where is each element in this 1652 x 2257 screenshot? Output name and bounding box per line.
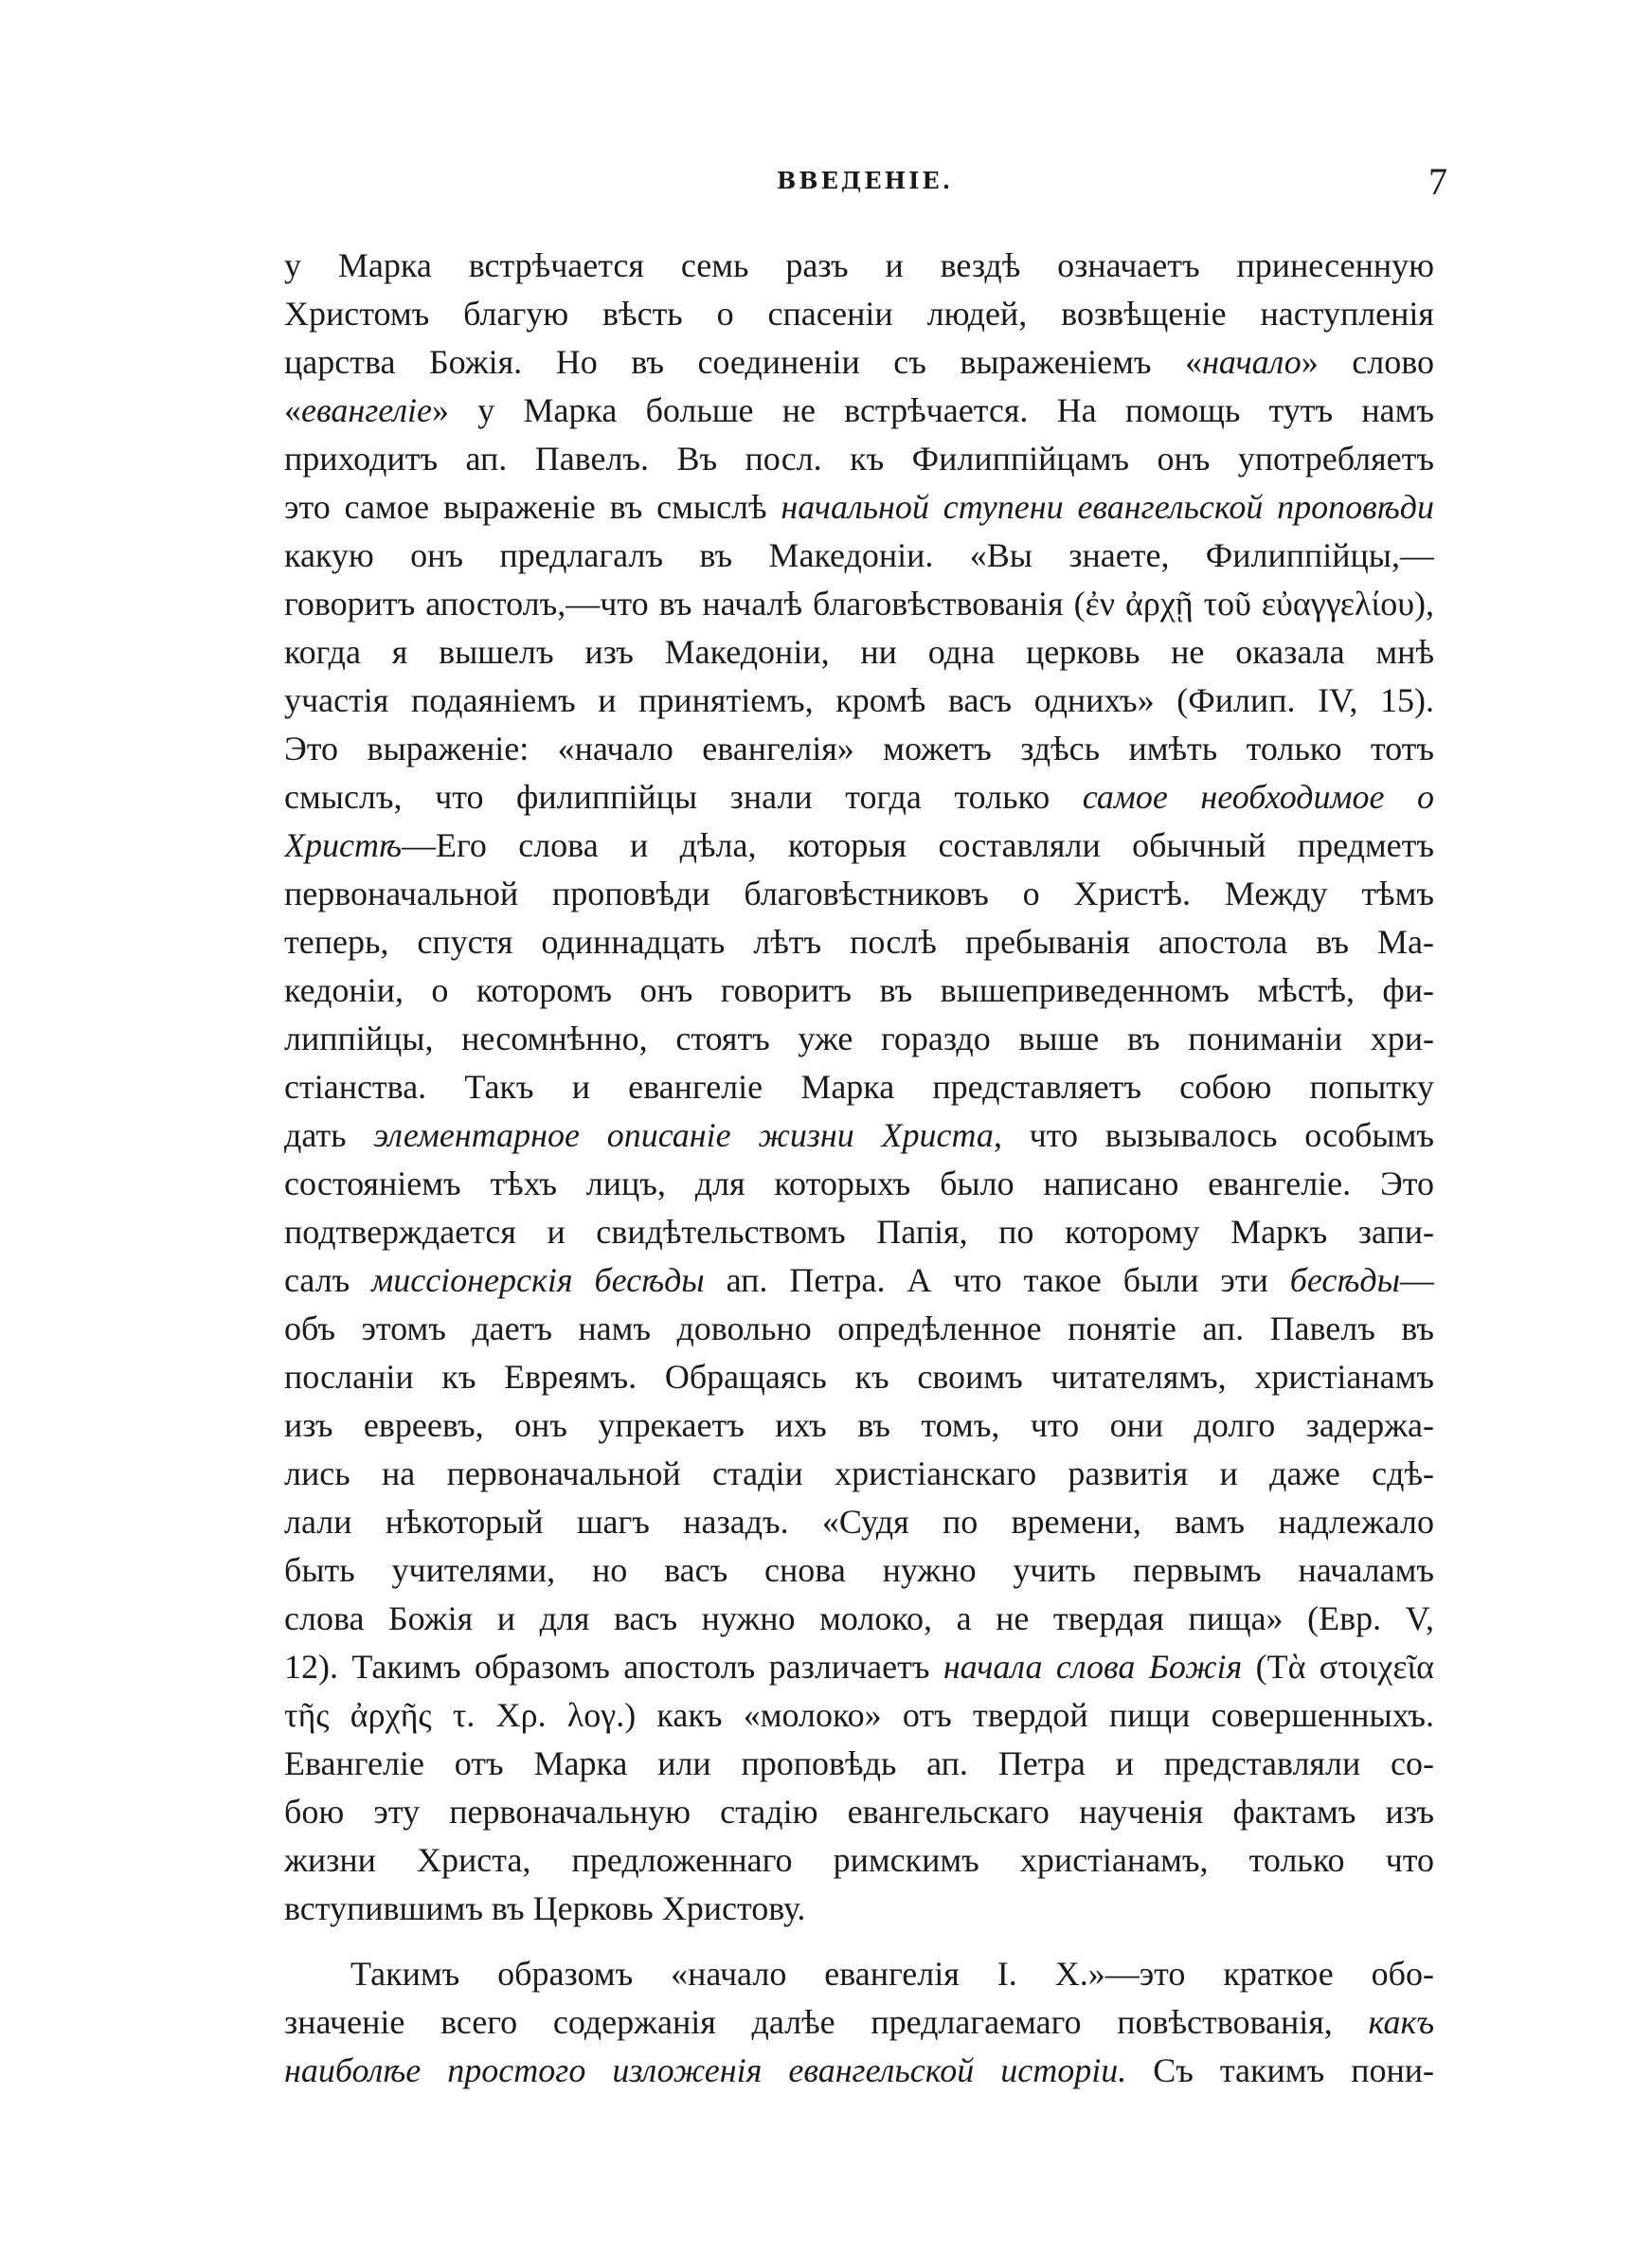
text-line — [284, 1401, 1434, 1450]
text-line — [284, 435, 1434, 483]
text-run: посланіи къ Евреямъ. Обращаясь къ своимъ читателямъ, христіанамъ — [284, 1358, 1434, 1396]
text-run: Съ такимъ пони- — [1126, 2051, 1434, 2089]
text-run: Такимъ образомъ «начало евангелія І. Х.»—это краткое обо- — [350, 1955, 1434, 1993]
text-run: быть учителями, но васъ снова нужно учить первымъ началамъ — [284, 1551, 1434, 1589]
text-run: подтверждается и свидѣтельствомъ Папія, по которому Маркъ запи- — [284, 1213, 1434, 1251]
text-line — [284, 242, 1434, 290]
text-run: , что вызывалось особымъ — [993, 1116, 1434, 1154]
text-run: — — [1400, 1261, 1434, 1299]
text-line — [284, 580, 1434, 628]
italic-text: начальной ступени евангельской проповѣди — [781, 488, 1434, 526]
body-text — [284, 242, 1434, 2095]
text-run: царства Божія. Но въ соединеніи съ выраженіемъ « — [284, 343, 1203, 381]
text-run: говоритъ апостолъ,—что въ началѣ благовѣствованія (ἐν ἀρχῇ τοῦ εὐαγγελίου), — [284, 585, 1434, 623]
text-run: какую онъ предлагалъ въ Македоніи. «Вы знаете, Филиппійцы,— — [284, 536, 1434, 574]
text-run: τῆς ἀρχῆς τ. Χρ. λογ.) какъ «молоко» отъ твердой пищи совершенныхъ. — [284, 1696, 1434, 1734]
text-line — [284, 338, 1434, 387]
text-run: стіанства. Такъ и евангеліе Марка представляетъ собою попытку — [284, 1068, 1434, 1106]
text-run: приходитъ ап. Павелъ. Въ посл. къ Филиппійцамъ онъ употребляетъ — [284, 440, 1434, 478]
text-line — [284, 1498, 1434, 1546]
text-run: дать — [284, 1116, 374, 1154]
italic-text: какъ — [1368, 2003, 1434, 2041]
text-line — [284, 1015, 1434, 1063]
text-run: салъ — [284, 1261, 372, 1299]
text-run: слова Божія и для васъ нужно молоко, а не твердая пища» (Евр. V, — [284, 1599, 1434, 1637]
text-run: это самое выраженіе въ смыслѣ — [284, 488, 781, 526]
text-run: участія подаяніемъ и принятіемъ, кромѣ васъ однихъ» (Филип. IV, 15). — [284, 681, 1434, 719]
text-run: 12). Такимъ образомъ апостолъ различаетъ — [284, 1648, 943, 1686]
text-run: бою эту первоначальную стадію евангельскаго наученія фактамъ изъ — [284, 1793, 1434, 1831]
italic-text: элементарное описаніе жизни Христа — [373, 1116, 994, 1154]
text-line — [284, 290, 1434, 338]
text-run: первоначальной проповѣди благовѣстниковъ о Христѣ. Между тѣмъ — [284, 875, 1434, 912]
italic-text: наиболѣе простого изложенія евангельской исторіи. — [284, 2051, 1127, 2089]
text-line — [284, 918, 1434, 966]
text-run: Евангеліе отъ Марка или проповѣдь ап. Петра и представляли со- — [284, 1744, 1434, 1782]
text-line — [284, 1063, 1434, 1111]
text-line — [284, 773, 1434, 822]
text-line — [284, 2047, 1434, 2095]
text-run: состояніемъ тѣхъ лицъ, для которыхъ было написано евангеліе. Это — [284, 1165, 1434, 1202]
text-run: —Его слова и дѣла, которыя составляли обычный предметъ — [401, 826, 1434, 864]
italic-text: самое необходимое о — [1082, 778, 1434, 816]
text-run: значеніе всего содержанія далѣе предлагаемаго повѣствованія, — [284, 2003, 1369, 2041]
text-run: объ этомъ даетъ намъ довольно опредѣленное понятіе ап. Павелъ въ — [284, 1309, 1434, 1347]
italic-text: начала слова Божія — [943, 1648, 1243, 1686]
paragraph-gap — [284, 1933, 1434, 1950]
text-line — [284, 1353, 1434, 1401]
text-line — [284, 1256, 1434, 1305]
italic-text: начало — [1202, 343, 1302, 381]
italic-text: миссіонерскія бесѣды — [371, 1261, 705, 1299]
text-run: (Τὰ στοιχεῖα — [1242, 1648, 1434, 1686]
text-run: лали нѣкоторый шагъ назадъ. «Судя по времени, вамъ надлежало — [284, 1503, 1434, 1541]
text-run: вступившимъ въ Церковь Христову. — [284, 1889, 806, 1927]
text-line — [284, 1788, 1434, 1836]
text-line — [284, 387, 1434, 435]
text-line — [284, 1160, 1434, 1208]
text-run: смыслъ, что филиппійцы знали тогда только — [284, 778, 1083, 816]
text-line — [284, 532, 1434, 580]
page-number: 7 — [1428, 160, 1447, 203]
text-run: изъ евреевъ, онъ упрекаетъ ихъ въ томъ, что они долго задержа- — [284, 1406, 1434, 1444]
text-run: Христомъ благую вѣсть о спасеніи людей, возвѣщеніе наступленія — [284, 295, 1434, 333]
running-head: ВВЕДЕНІЕ. — [777, 167, 954, 194]
text-run: липпійцы, несомнѣнно, стоятъ уже гораздо выше въ пониманіи хри- — [284, 1020, 1434, 1057]
text-line — [284, 822, 1434, 870]
paragraph — [284, 242, 1434, 1933]
italic-text: бесѣды — [1289, 1261, 1400, 1299]
text-line — [284, 677, 1434, 725]
text-run: когда я вышелъ изъ Македоніи, ни одна церковь не оказала мнѣ — [284, 633, 1434, 671]
text-run: « — [284, 391, 301, 429]
text-run: » у Марка больше не встрѣчается. На помощь тутъ намъ — [432, 391, 1434, 429]
text-run: ап. Петра. А что такое были эти — [704, 1261, 1290, 1299]
text-line — [284, 1691, 1434, 1740]
text-run: жизни Христа, предложеннаго римскимъ христіанамъ, только что — [284, 1841, 1434, 1879]
text-run: у Марка встрѣчается семь разъ и вездѣ означаетъ принесенную — [284, 246, 1434, 284]
paragraph — [284, 1950, 1434, 2095]
text-line — [284, 966, 1434, 1015]
text-run: Это выраженіе: «начало евангелія» можетъ здѣсь имѣть только тотъ — [284, 730, 1434, 767]
text-line — [284, 1643, 1434, 1691]
text-line — [284, 1208, 1434, 1256]
text-line — [284, 1836, 1434, 1885]
text-line — [284, 725, 1434, 773]
italic-text: Христѣ — [284, 826, 402, 864]
text-run: кедоніи, о которомъ онъ говоритъ въ вышеприведенномъ мѣстѣ, фи- — [284, 971, 1434, 1009]
text-run: » слово — [1301, 343, 1434, 381]
text-line — [284, 1885, 1434, 1933]
text-line — [284, 1305, 1434, 1353]
text-line — [284, 1546, 1434, 1595]
italic-text: евангеліе — [301, 391, 433, 429]
text-run: теперь, спустя одиннадцать лѣтъ послѣ пребыванія апостола въ Ма- — [284, 923, 1434, 961]
text-line — [284, 870, 1434, 918]
text-line — [284, 483, 1434, 532]
text-line — [284, 1950, 1434, 1998]
text-line — [284, 1998, 1434, 2047]
text-line — [284, 1740, 1434, 1788]
text-line — [284, 1595, 1434, 1643]
text-line — [284, 628, 1434, 677]
text-line — [284, 1111, 1434, 1160]
text-run: лись на первоначальной стадіи христіанскаго развитія и даже сдѣ- — [284, 1454, 1434, 1492]
text-line — [284, 1450, 1434, 1498]
